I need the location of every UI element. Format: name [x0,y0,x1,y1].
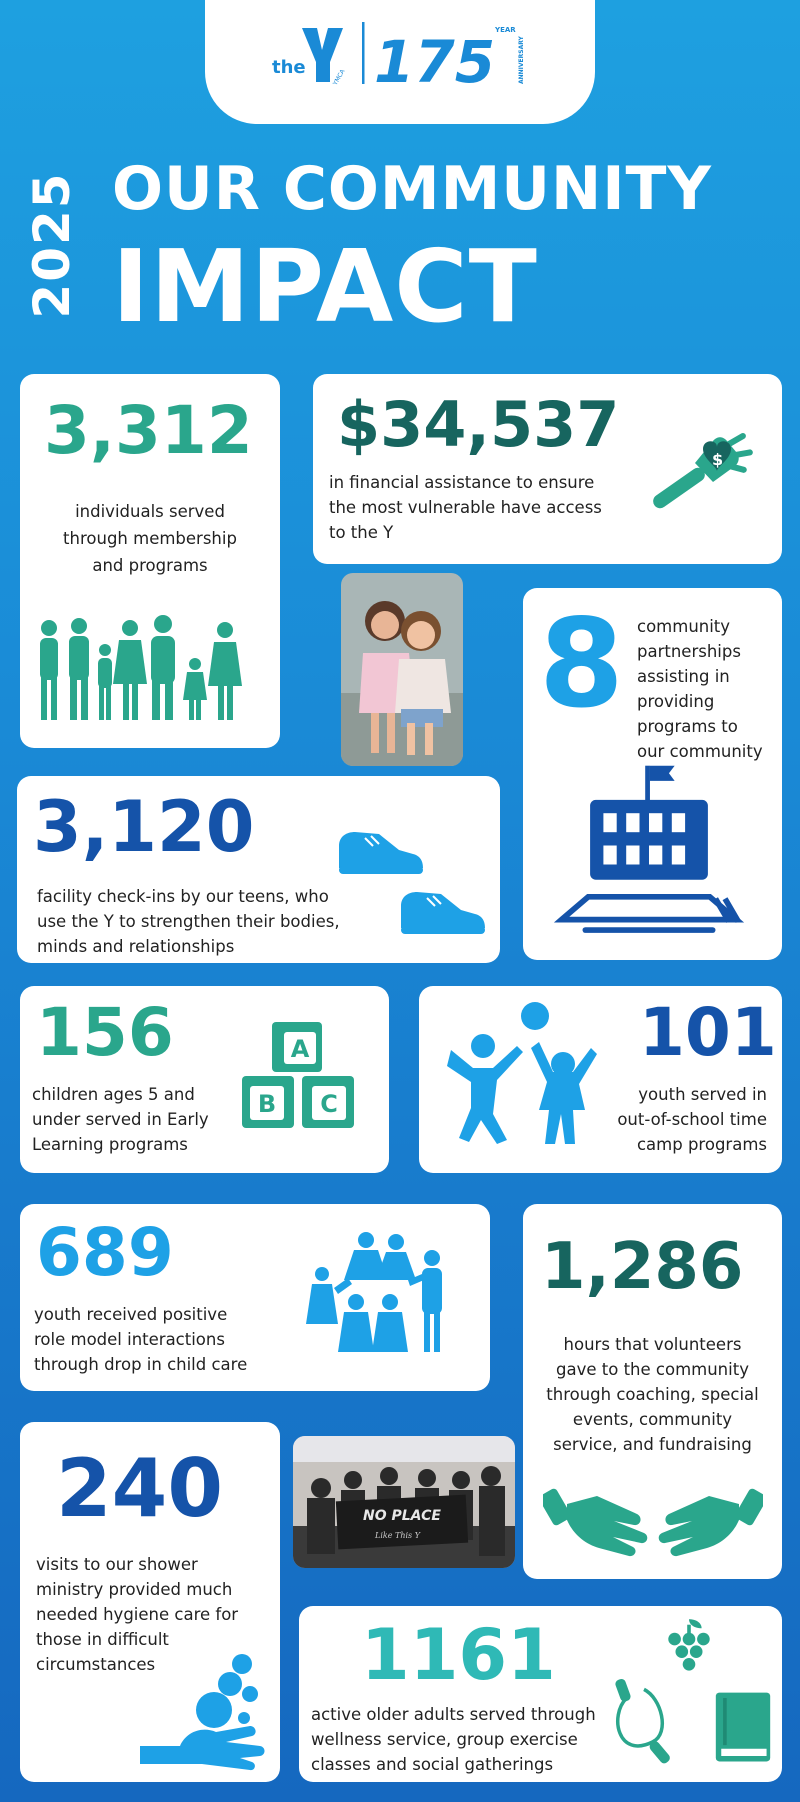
older-adults-number: 1161 [361,1614,556,1696]
members-text: individuals served through membership and programs [63,502,237,575]
card-camp [419,986,782,1173]
card-financial [313,374,782,564]
card-teens [17,776,500,963]
donation-hand-icon [643,419,763,519]
logo-the-text: the [272,57,306,78]
jump-rope-icon [609,1670,679,1770]
financial-text: in financial assistance to ensure the most vulnerable have access to the Y [329,473,602,542]
block-c-letter: C [320,1090,338,1118]
sneakers-icon [335,824,495,934]
title-line-2: IMPACT [112,228,538,345]
volunteers-text: hours that volunteers gave to the community through coaching, special events, community service, and fundraising [546,1335,759,1454]
book-icon [714,1690,772,1764]
card-shower [20,1422,280,1782]
partnerships-number: 8 [539,593,624,735]
abc-blocks-icon [236,1014,366,1144]
photo-kids-hugging [341,573,463,766]
banner-text: NO PLACE [363,1508,441,1524]
year-vertical: 2025 [23,171,81,319]
card-child-care [20,1204,490,1391]
soap-hand-icon [138,1646,268,1776]
shower-number: 240 [56,1442,223,1535]
school-building-icon [549,760,749,950]
logo-ymca-text: YMCA [331,68,347,87]
handshake-icon [543,1474,763,1564]
family-icon [35,614,265,724]
shower-text: visits to our shower ministry provided much needed hygiene care for those in difficult circumstances [36,1555,239,1674]
financial-number: $34,537 [337,388,620,461]
members-number: 3,312 [44,392,253,469]
child-care-number: 689 [36,1214,174,1291]
title-line-1: OUR COMMUNITY [112,154,712,224]
volunteers-number: 1,286 [541,1230,744,1304]
circle-of-people-icon [304,1230,454,1360]
card-older-adults [299,1606,782,1782]
child-care-text: youth received positive role model interactions through drop in child care [34,1305,248,1374]
block-b-letter: B [257,1090,277,1118]
logo-175-number: 175 [374,28,496,94]
teens-text: facility check-ins by our teens, who use the Y to strengthen their bodies, minds and relationships [37,887,340,956]
svg-text:$: $ [712,450,724,469]
card-partnerships [523,588,782,960]
older-adults-text: active older adults served through wellness service, group exercise classes and social gatherings [311,1705,596,1774]
card-members [20,374,280,748]
card-volunteers [523,1204,782,1579]
banner-subtext: Like This Y [375,1531,420,1540]
ymca-175-logo [270,18,540,94]
logo-year-text: YEAR [495,26,516,34]
grapes-icon [662,1616,716,1682]
card-early-learning [20,986,389,1173]
block-a-letter: A [290,1035,310,1063]
camp-text: youth served in out-of-school time camp programs [617,1085,767,1154]
early-learning-number: 156 [36,994,174,1071]
early-learning-text: children ages 5 and under served in Early Learning programs [32,1085,209,1154]
photo-teens-group [293,1436,515,1568]
logo-anniversary-text: ANNIVERSARY [518,36,525,84]
teens-number: 3,120 [33,786,255,868]
camp-number: 101 [639,994,777,1071]
partnerships-text: community partnerships assisting in providing programs to our community [637,617,763,761]
